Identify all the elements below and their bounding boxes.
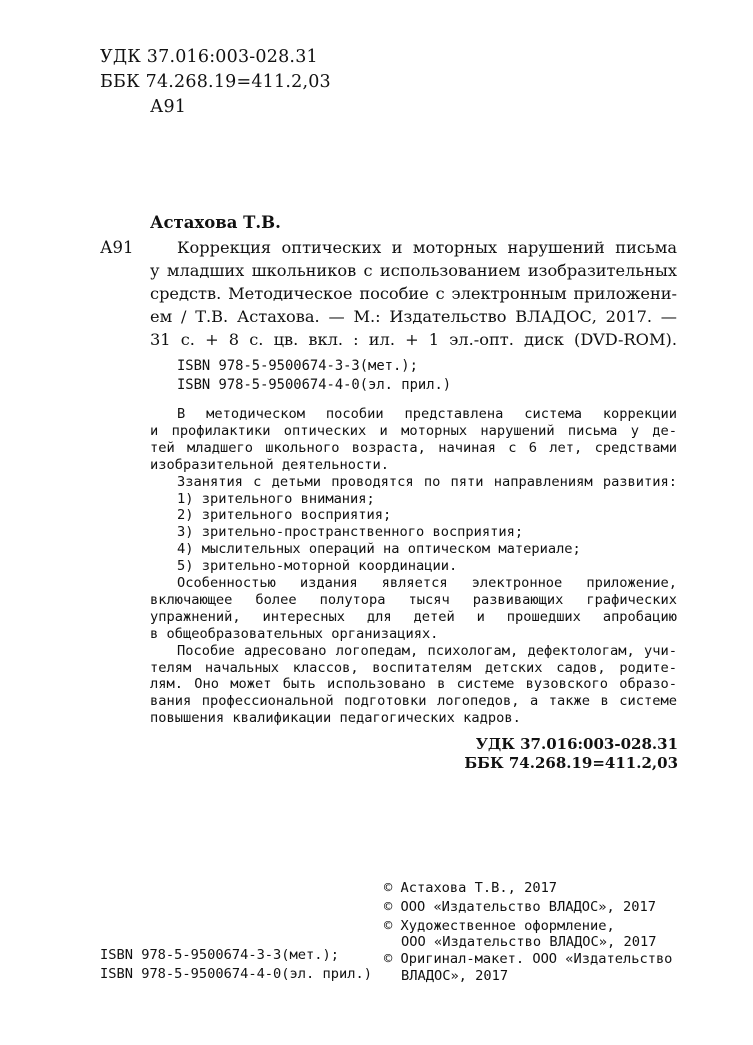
author-mark-top: А91 xyxy=(150,97,187,117)
annotation-line: упражнений, интересных для детей и прошедших апробацию xyxy=(150,608,677,625)
copyright-line: ООО «Издательство ВЛАДОС», 2017 xyxy=(401,934,657,950)
description-line: ем / Т.В. Астахова. — М.: Издательство ВЛАДОС, 2017. — xyxy=(150,307,677,326)
annotation-line: 3) зрительно-пространственного восприятия; xyxy=(177,524,524,541)
description-line: Коррекция оптических и моторных нарушений письма xyxy=(177,238,677,257)
annotation-line: 5) зрительно-моторной координации. xyxy=(177,558,458,575)
footer-isbn-line: ISBN 978-5-9500674-4-0(эл. прил.) xyxy=(100,966,372,982)
annotation-line: Ззанятия с детьми проводятся по пяти направлениям развития: xyxy=(177,473,677,490)
copyright-line: © Оригинал-макет. ООО «Издательство xyxy=(384,951,673,967)
description-line: средств. Методическое пособие с электронным приложени- xyxy=(150,284,677,303)
annotation-line: В методическом пособии представлена система коррекции xyxy=(177,406,677,422)
bbk-code-top: ББК 74.268.19=411.2,03 xyxy=(100,72,331,92)
annotation-line: включающее более полутора тысяч развивающих графических xyxy=(150,591,677,608)
annotation-line: повышения квалификации педагогических кадров. xyxy=(150,710,521,727)
isbn-line: ISBN 978-5-9500674-3-3(мет.); xyxy=(177,358,418,374)
udk-code-top: УДК 37.016:003-028.31 xyxy=(100,47,318,67)
description-line: 31 с. + 8 с. цв. вкл. : ил. + 1 эл.-опт. диск (DVD-ROM). xyxy=(150,330,677,349)
author-mark: А91 xyxy=(100,238,134,257)
annotation-line: лям. Оно может быть использовано в системе вузовского образо- xyxy=(150,676,677,693)
annotation-line: 1) зрительного внимания; xyxy=(177,490,375,507)
annotation-line: 4) мыслительных операций на оптическом материале; xyxy=(177,541,581,558)
annotation-line: вания профессиональной подготовки логопедов, а также в системе xyxy=(150,693,677,710)
annotation-line: и профилактики оптических и моторных нарушений письма у де- xyxy=(150,422,677,439)
author-heading: Астахова Т.В. xyxy=(150,213,281,232)
copyright-line: © ООО «Издательство ВЛАДОС», 2017 xyxy=(384,899,656,915)
annotation-line: 2) зрительного восприятия; xyxy=(177,507,392,524)
annotation-line: телям начальных классов, воспитателям детских садов, родите- xyxy=(150,659,677,676)
annotation-line: тей младшего школьного возраста, начиная с 6 лет, средствами xyxy=(150,439,677,456)
annotation-line: изобразительной деятельности. xyxy=(150,456,389,473)
isbn-line: ISBN 978-5-9500674-4-0(эл. прил.) xyxy=(177,377,452,393)
bbk-code-bottom: ББК 74.268.19=411.2,03 xyxy=(464,754,678,772)
copyright-line: © Художественное оформление, xyxy=(384,918,615,934)
annotation-line: Пособие адресовано логопедам, психологам, дефектологам, учи- xyxy=(177,642,677,659)
description-line: у младших школьников с использованием изобразительных xyxy=(150,261,677,280)
annotation-line: в общеобразовательных организациях. xyxy=(150,625,439,642)
annotation-line: Особенностью издания является электронное приложение, xyxy=(177,575,677,591)
copyright-line: © Астахова Т.В., 2017 xyxy=(384,880,558,896)
footer-isbn-line: ISBN 978-5-9500674-3-3(мет.); xyxy=(100,947,339,963)
copyright-line: ВЛАДОС», 2017 xyxy=(401,968,509,984)
udk-code-bottom: УДК 37.016:003-028.31 xyxy=(475,735,678,753)
